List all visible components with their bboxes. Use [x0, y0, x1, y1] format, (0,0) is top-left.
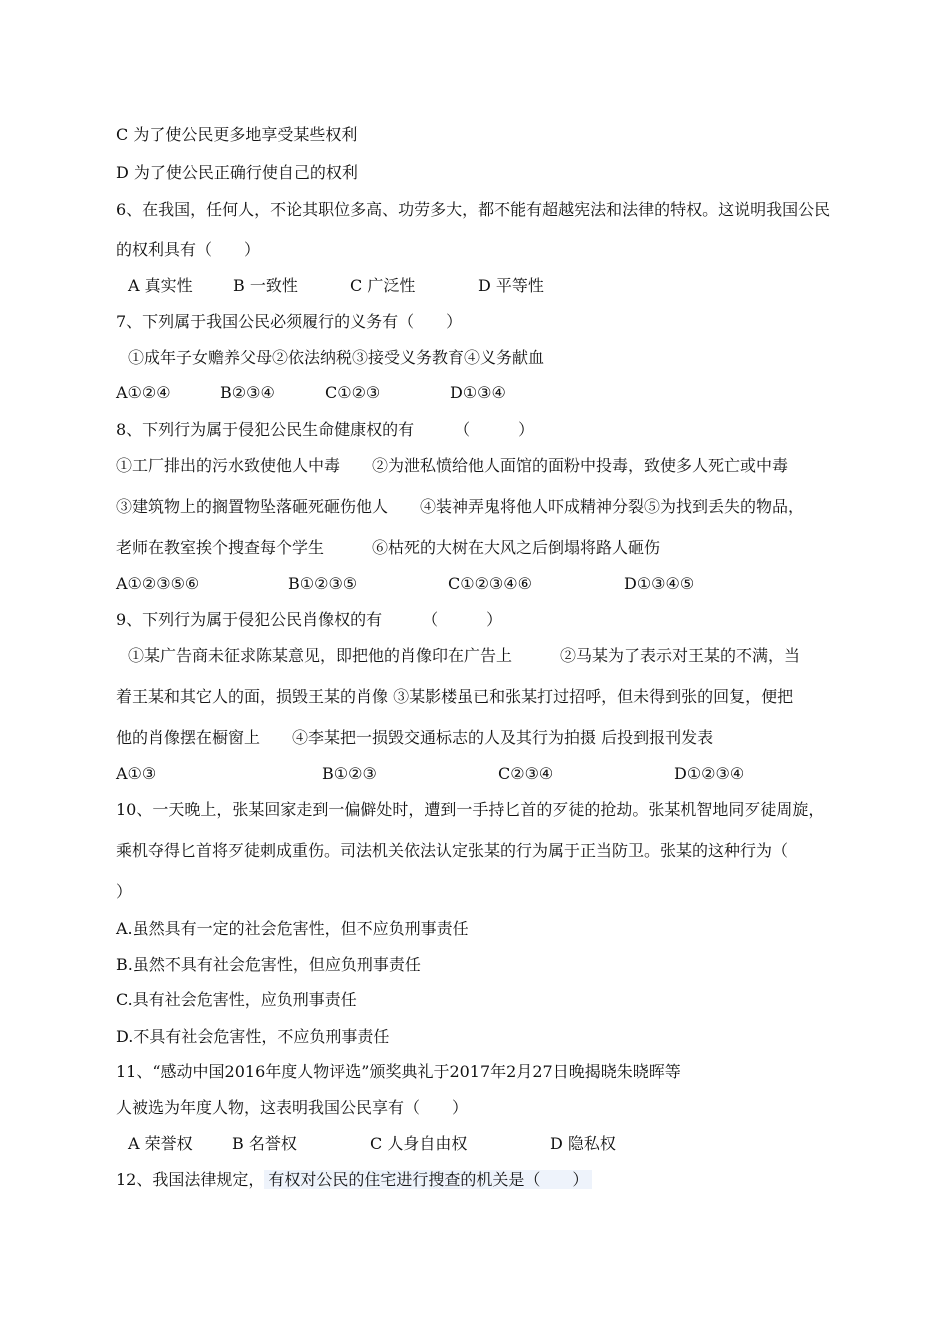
q6-option-b: B 一致性 — [233, 276, 298, 295]
q9-option-b: B①②③ — [322, 764, 377, 783]
q7-option-a: A①②④ — [116, 383, 171, 402]
q10-stem-line2: 乘机夺得匕首将歹徒刺成重伤。司法机关依法认定张某的行为属于正当防卫。张某的这种行为（ — [116, 841, 789, 860]
q11-option-b: B 名誉权 — [232, 1134, 297, 1153]
q6-stem-line1: 6、在我国，任何人，不论其职位多高、功劳多大，都不能有超越宪法和法律的特权。这说明我国公民 — [116, 200, 831, 219]
q11-option-d: D 隐私权 — [550, 1134, 616, 1153]
q12-stem-highlight: 有权对公民的住宅进行搜查的机关是（ ） — [264, 1170, 592, 1189]
q10-option-c: C.具有社会危害性，应负刑事责任 — [116, 990, 357, 1009]
q7-option-c: C①②③ — [325, 383, 381, 402]
q9-option-a: A①③ — [116, 764, 157, 783]
q7-stem: 7、下列属于我国公民必须履行的义务有（ ） — [116, 312, 463, 331]
q8-item-line3: 老师在教室挨个搜查每个学生 ⑥枯死的大树在大风之后倒塌将路人砸伤 — [116, 538, 661, 557]
q9-item-line3: 他的肖像摆在橱窗上 ④李某把一损毁交通标志的人及其行为拍摄 后投到报刊发表 — [116, 728, 714, 747]
q8-stem: 8、下列行为属于侵犯公民生命健康权的有 （ ） — [116, 420, 535, 439]
q6-stem-line2: 的权利具有（ ） — [116, 240, 261, 259]
q9-item-line2: 着王某和其它人的面，损毁王某的肖像 ③某影楼虽已和张某打过招呼，但未得到张的回复，便把 — [116, 687, 794, 706]
q6-option-a: A 真实性 — [128, 276, 193, 295]
q6-option-c: C 广泛性 — [350, 276, 416, 295]
q7-items: ①成年子女赡养父母②依法纳税③接受义务教育④义务献血 — [128, 348, 545, 367]
q9-item-line1: ①某广告商未征求陈某意见，即把他的肖像印在广告上 ②马某为了表示对王某的不满，当 — [128, 646, 801, 665]
q8-item-line2: ③建筑物上的搁置物坠落砸死砸伤他人 ④装神弄鬼将他人吓成精神分裂⑤为找到丢失的物品， — [116, 497, 805, 516]
q8-option-d: D①③④⑤ — [624, 574, 695, 593]
q11-option-c: C 人身自由权 — [370, 1134, 468, 1153]
q11-option-a: A 荣誉权 — [128, 1134, 193, 1153]
q7-option-d: D①③④ — [450, 383, 506, 402]
q8-option-b: B①②③⑤ — [288, 574, 358, 593]
q9-stem: 9、下列行为属于侵犯公民肖像权的有 （ ） — [116, 610, 503, 629]
q7-option-b: B②③④ — [220, 383, 275, 402]
q10-option-d: D.不具有社会危害性，不应负刑事责任 — [116, 1027, 390, 1046]
q8-option-c: C①②③④⑥ — [448, 574, 532, 593]
q5-option-d: D 为了使公民正确行使自己的权利 — [116, 163, 358, 182]
q8-item-line1: ①工厂排出的污水致使他人中毒 ②为泄私愤给他人面馆的面粉中投毒，致使多人死亡或中毒 — [116, 456, 789, 475]
q8-option-a: A①②③⑤⑥ — [116, 574, 200, 593]
q6-option-d: D 平等性 — [478, 276, 544, 295]
q9-option-c: C②③④ — [498, 764, 554, 783]
q9-option-d: D①②③④ — [674, 764, 745, 783]
q12-stem-prefix: 12、我国法律规定， — [116, 1170, 265, 1189]
q10-stem-line1: 10、一天晚上，张某回家走到一偏僻处时，遭到一手持匕首的歹徒的抢劫。张某机智地同歹徒周旋， — [116, 800, 825, 819]
q11-stem-line2: 人被选为年度人物，这表明我国公民享有（ ） — [116, 1098, 469, 1117]
q5-option-c: C 为了使公民更多地享受某些权利 — [116, 125, 358, 144]
q10-stem-line3: ） — [116, 882, 133, 901]
q11-stem-line1: 11、“感动中国2016年度人物评选”颁奖典礼于2017年2月27日晚揭晓朱晓晖等 — [116, 1062, 681, 1081]
q10-option-b: B.虽然不具有社会危害性，但应负刑事责任 — [116, 955, 421, 974]
q12-stem — [116, 1170, 592, 1190]
q10-option-a: A.虽然具有一定的社会危害性，但不应负刑事责任 — [116, 919, 469, 938]
